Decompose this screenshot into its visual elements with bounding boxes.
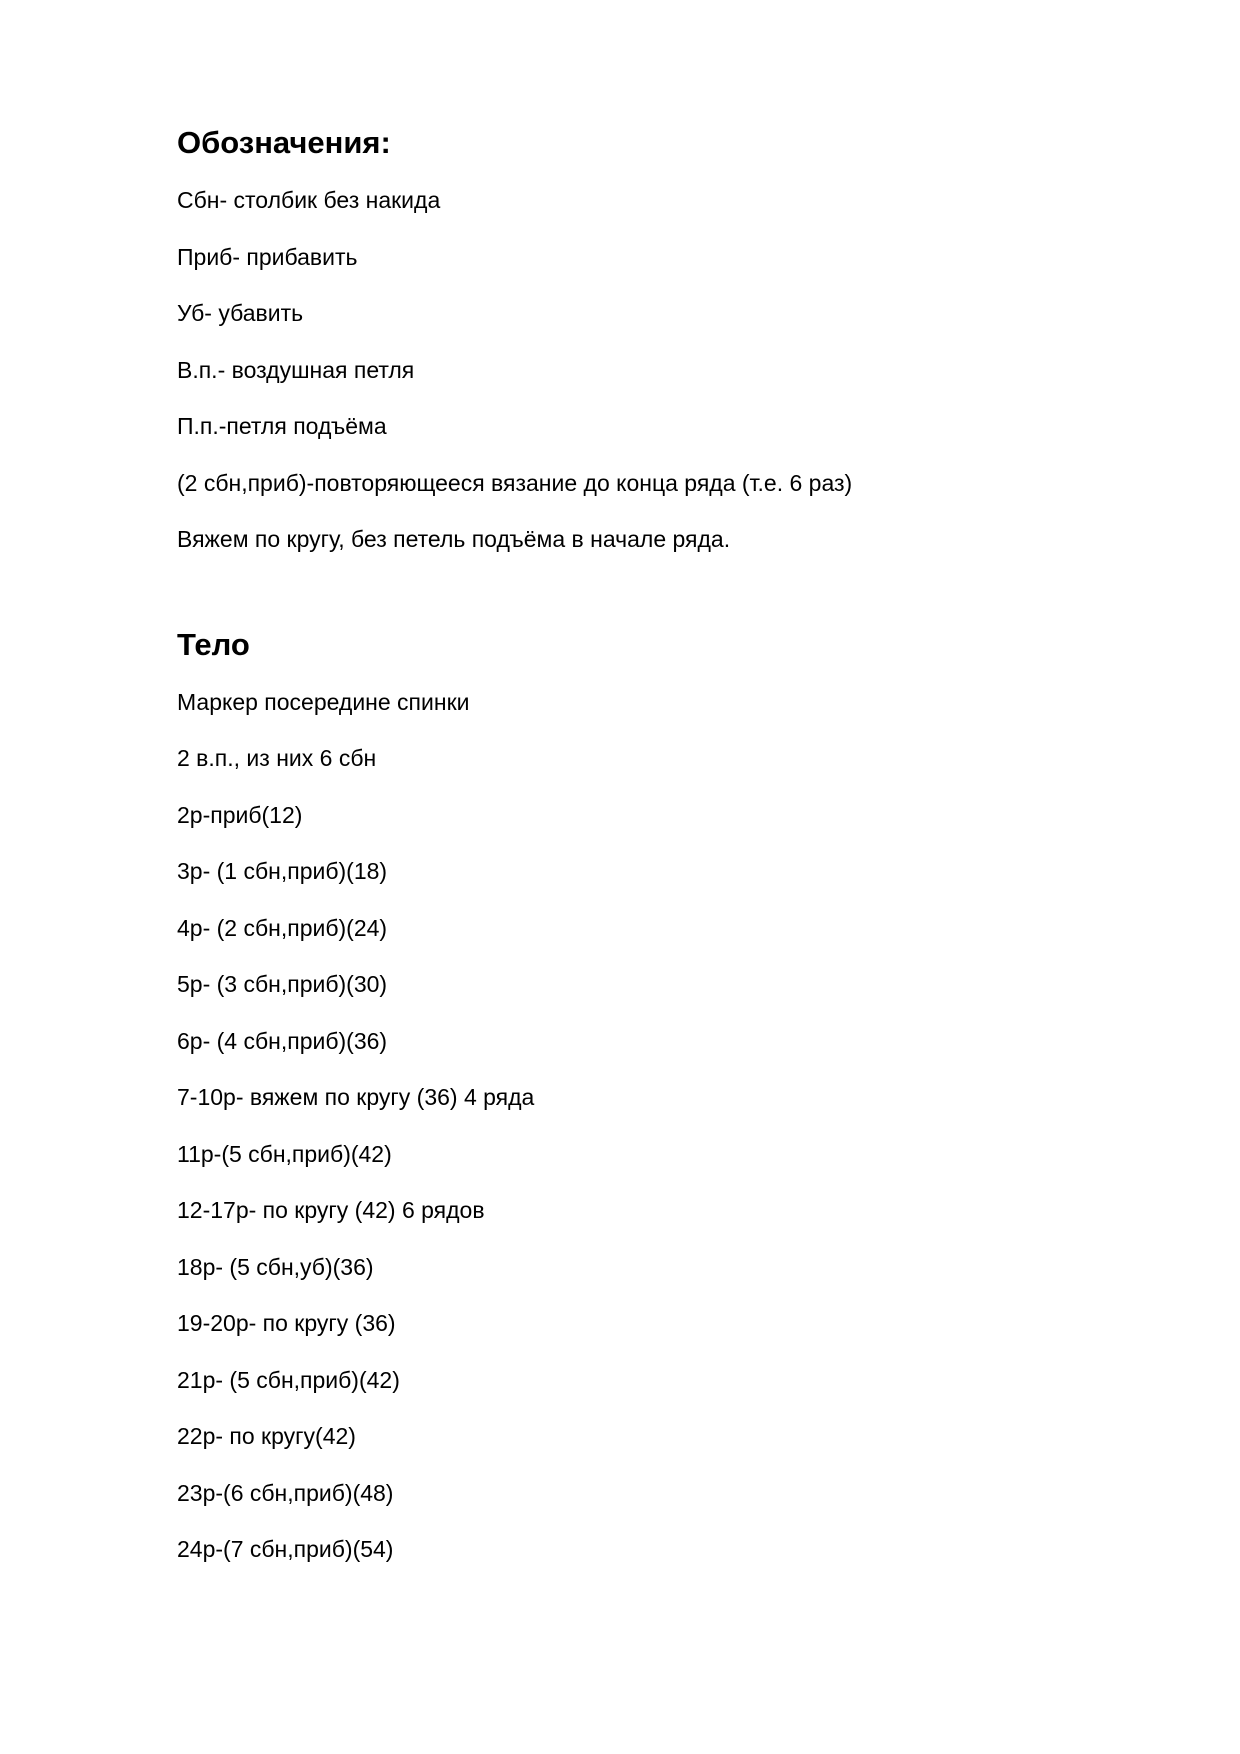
body-heading: Тело bbox=[177, 626, 250, 662]
body-row: 24р-(7 сбн,приб)(54) bbox=[177, 1536, 394, 1562]
document-content bbox=[177, 118, 1177, 1578]
legend-item: (2 сбн,приб)-повторяющееся вязание до конца ряда (т.е. 6 раз) bbox=[177, 469, 853, 496]
body-section bbox=[177, 620, 1177, 1578]
body-row: 19-20р- по кругу (36) bbox=[177, 1310, 396, 1336]
body-row: 21р- (5 сбн,приб)(42) bbox=[177, 1366, 400, 1393]
legend-item: Сбн- столбик без накида bbox=[177, 187, 441, 213]
body-row: 7-10р- вяжем по кругу (36) 4 ряда bbox=[177, 1084, 535, 1110]
legend-item: Приб- прибавить bbox=[177, 243, 358, 270]
body-row: 3р- (1 сбн,приб)(18) bbox=[177, 858, 388, 884]
body-row-list bbox=[177, 674, 1177, 1578]
body-row: 5р- (3 сбн,приб)(30) bbox=[177, 971, 388, 997]
legend-list bbox=[177, 172, 1177, 568]
legend-item: В.п.- воздушная петля bbox=[177, 356, 415, 383]
body-row: 4р- (2 сбн,приб)(24) bbox=[177, 914, 388, 941]
body-row: 22р- по кругу(42) bbox=[177, 1423, 356, 1449]
body-row: 18р- (5 сбн,уб)(36) bbox=[177, 1253, 374, 1280]
body-row: Маркер посередине спинки bbox=[177, 688, 470, 715]
legend-item: П.п.-петля подъёма bbox=[177, 413, 387, 439]
body-row: 11р-(5 сбн,приб)(42) bbox=[177, 1140, 392, 1167]
legend-item: Вяжем по кругу, без петель подъёма в начале ряда. bbox=[177, 526, 731, 552]
body-row: 2р-приб(12) bbox=[177, 801, 303, 828]
legend-item: Уб- убавить bbox=[177, 300, 304, 326]
body-row: 2 в.п., из них 6 сбн bbox=[177, 745, 377, 771]
body-row: 6р- (4 сбн,приб)(36) bbox=[177, 1027, 388, 1054]
legend-section bbox=[177, 118, 1177, 568]
body-row: 23р-(6 сбн,приб)(48) bbox=[177, 1479, 394, 1506]
body-row: 12-17р- по кругу (42) 6 рядов bbox=[177, 1197, 485, 1223]
legend-heading: Обозначения: bbox=[177, 125, 391, 160]
